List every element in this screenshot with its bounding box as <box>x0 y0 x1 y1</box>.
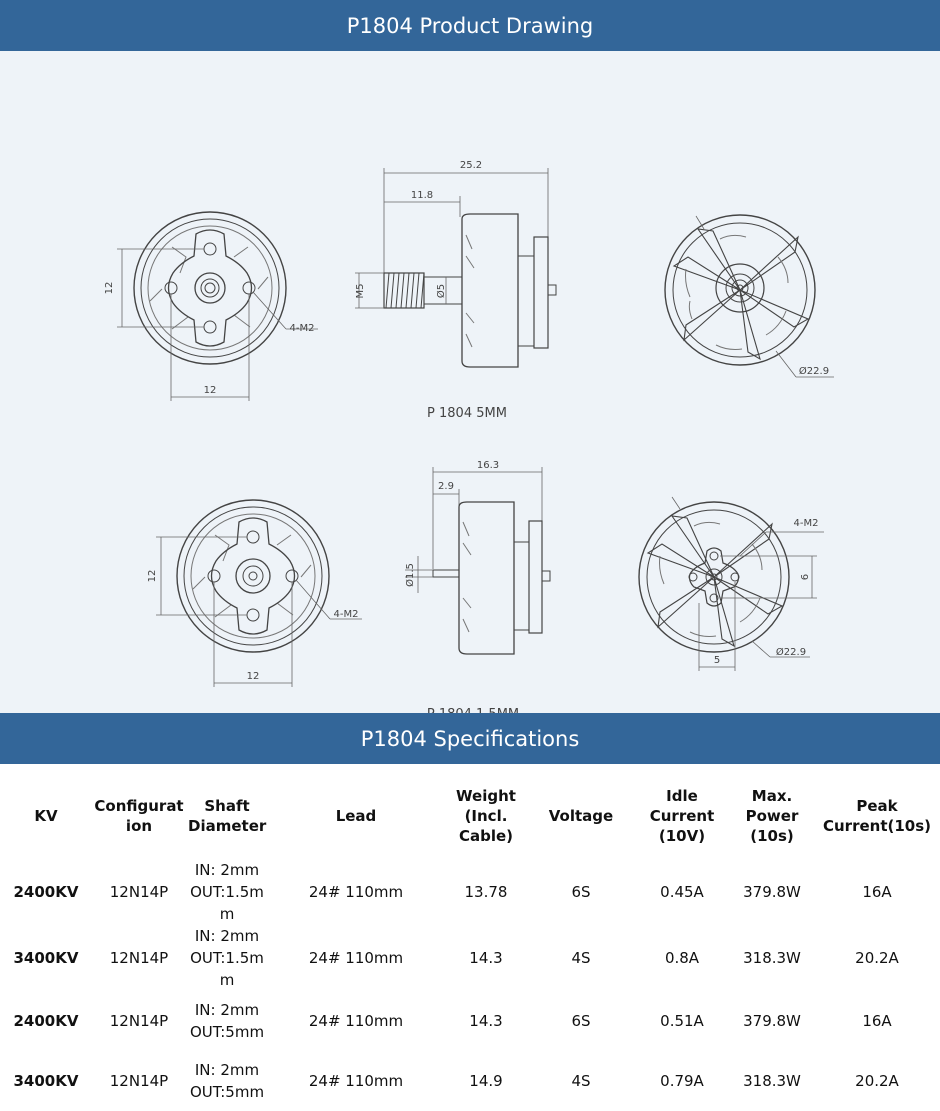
cell-weight: 14.9 <box>469 1072 503 1090</box>
r1-side-thread-label: M5 <box>355 283 366 299</box>
col-max-power: Max. Power (10s) <box>745 787 799 845</box>
cell-shaft <box>186 1051 268 1111</box>
cell-kv: 3400KV <box>13 949 79 967</box>
r1-side-shaft-diameter: Ø5 <box>436 283 447 299</box>
cell-weight: 13.78 <box>464 883 508 901</box>
product-drawing-title: P1804 Product Drawing <box>346 13 594 38</box>
cell-shaft <box>186 991 268 1051</box>
cell-kv: 3400KV <box>13 1072 79 1090</box>
product-drawing-header <box>0 0 940 51</box>
r2-side-shaft-diameter: Ø1.5 <box>405 563 416 587</box>
r2-side-shaft-dim: 2.9 <box>438 481 454 492</box>
technical-drawing <box>0 51 940 713</box>
cell-weight: 14.3 <box>469 1012 503 1030</box>
cell-peak: 20.2A <box>855 1072 899 1090</box>
cell-peak: 20.2A <box>855 949 899 967</box>
cell-lead: 24# 110mm <box>308 883 404 901</box>
drawing-svg <box>0 51 940 713</box>
front-view-5mm <box>117 212 318 401</box>
r1-caption: P 1804 5MM <box>427 406 507 421</box>
shaft-out: OUT:1.5mm <box>190 883 264 923</box>
specifications-header <box>0 713 940 764</box>
cell-config: 12N14P <box>109 949 169 967</box>
table-row <box>0 925 940 991</box>
cell-config: 12N14P <box>109 1012 169 1030</box>
cell-lead: 24# 110mm <box>308 1072 404 1090</box>
cell-shaft <box>186 925 268 991</box>
side-view-5mm <box>355 168 556 367</box>
cell-peak: 16A <box>862 1012 892 1030</box>
r2-back-vertical-dim: 6 <box>800 573 811 581</box>
cell-voltage: 6S <box>571 883 591 901</box>
r1-side-shaft-dim: 11.8 <box>410 190 434 201</box>
cell-config: 12N14P <box>109 883 169 901</box>
cell-config: 12N14P <box>109 1072 169 1090</box>
cell-kv: 2400KV <box>13 1012 79 1030</box>
shaft-out: OUT:5mm <box>189 1023 265 1041</box>
shaft-in: IN: 2mm <box>194 1001 260 1019</box>
cell-power: 318.3W <box>743 949 801 967</box>
shaft-out: OUT:5mm <box>189 1083 265 1101</box>
back-view-5mm <box>665 215 834 377</box>
col-kv: KV <box>34 807 58 825</box>
r1-front-height-dim: 12 <box>104 281 115 295</box>
r2-front-width-dim: 12 <box>246 671 260 682</box>
table-row <box>0 991 940 1051</box>
cell-lead: 24# 110mm <box>308 949 404 967</box>
shaft-in: IN: 2mm <box>194 927 260 945</box>
cell-voltage: 6S <box>571 1012 591 1030</box>
r2-front-height-dim: 12 <box>147 569 158 583</box>
r2-back-horizontal-dim: 5 <box>713 655 721 666</box>
cell-power: 379.8W <box>743 883 801 901</box>
cell-shaft <box>186 859 268 925</box>
r1-front-width-dim: 12 <box>203 385 217 396</box>
specifications-title: P1804 Specifications <box>360 726 580 751</box>
cell-voltage: 4S <box>571 1072 591 1090</box>
cell-peak: 16A <box>862 883 892 901</box>
front-view-1-5mm <box>156 500 362 687</box>
cell-power: 379.8W <box>743 1012 801 1030</box>
r1-front-hole-label: 4-M2 <box>289 323 315 334</box>
cell-idle: 0.79A <box>660 1072 704 1090</box>
cell-voltage: 4S <box>571 949 591 967</box>
shaft-in: IN: 2mm <box>194 861 260 879</box>
cell-power: 318.3W <box>743 1072 801 1090</box>
r2-front-hole-label: 4-M2 <box>333 609 359 620</box>
col-shaft-diameter: Shaft Diameter <box>188 797 267 835</box>
col-voltage: Voltage <box>548 807 614 825</box>
r2-back-diameter-dim: Ø22.9 <box>775 647 807 658</box>
cell-idle: 0.8A <box>664 949 700 967</box>
specifications-table <box>0 773 940 1111</box>
shaft-out: OUT:1.5mm <box>190 949 264 989</box>
r2-side-length-dim: 16.3 <box>476 460 500 471</box>
cell-lead: 24# 110mm <box>308 1012 404 1030</box>
col-peak-current: Peak Current(10s) <box>822 797 932 835</box>
r1-side-length-dim: 25.2 <box>459 160 483 171</box>
col-weight: Weight (Incl. Cable) <box>456 787 516 845</box>
side-view-1-5mm <box>405 467 550 654</box>
r2-back-hole-label: 4-M2 <box>793 518 819 529</box>
cell-weight: 14.3 <box>469 949 503 967</box>
r1-back-diameter-dim: Ø22.9 <box>798 366 830 377</box>
table-row <box>0 859 940 925</box>
col-configuration: Configuration <box>94 797 184 835</box>
table-header-row <box>0 773 940 859</box>
table-row <box>0 1051 940 1111</box>
cell-idle: 0.45A <box>660 883 704 901</box>
col-lead: Lead <box>335 807 377 825</box>
cell-idle: 0.51A <box>660 1012 704 1030</box>
shaft-in: IN: 2mm <box>194 1061 260 1079</box>
col-idle-current: Idle Current (10V) <box>649 787 715 845</box>
cell-kv: 2400KV <box>13 883 79 901</box>
